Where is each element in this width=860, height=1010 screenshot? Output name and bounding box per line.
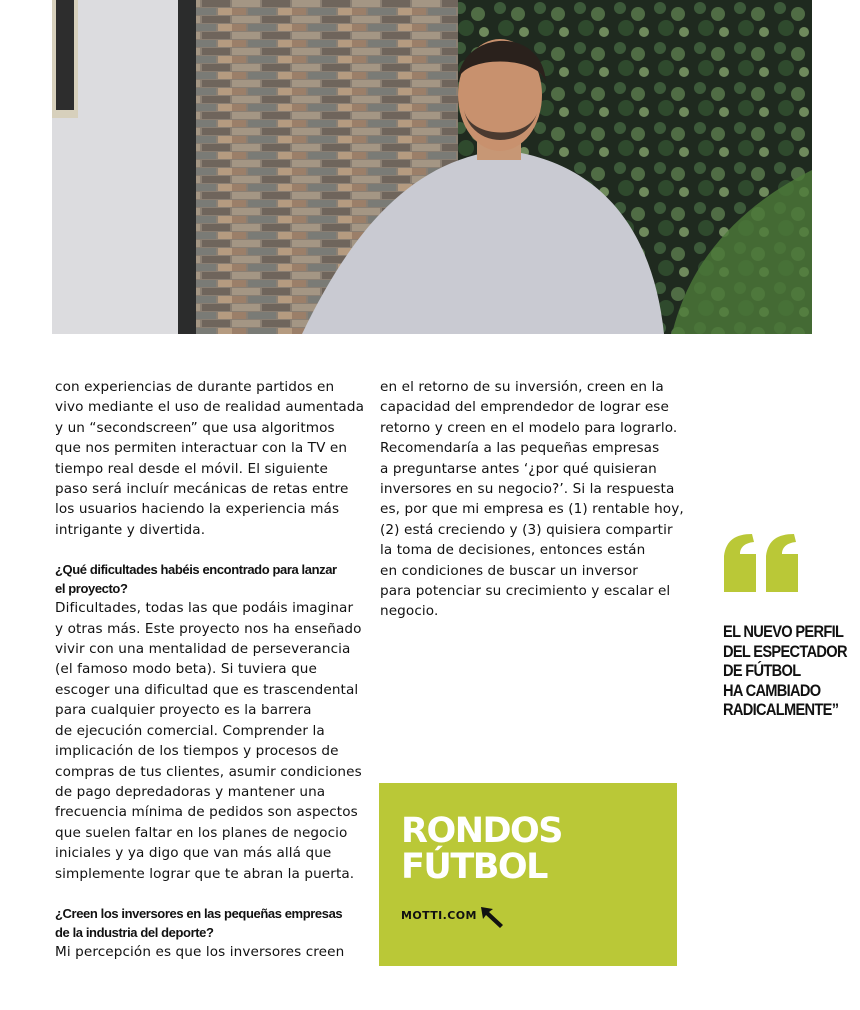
pull-quote-line: RADICALMENTE” [723, 700, 839, 719]
intro-paragraph [55, 377, 365, 540]
text-line: simplemente lograr que te abran la puerta. [55, 865, 355, 882]
ad-url-link[interactable]: MOTTI.COM [401, 909, 477, 922]
text-line: (el famoso modo beta). Si tuviera que [55, 661, 317, 678]
question-line: ¿Qué dificultades habéis encontrado para lanzar [55, 562, 337, 578]
text-line: implicación de los tiempos y procesos de [55, 743, 339, 760]
question-line: el proyecto? [55, 581, 128, 597]
pull-quote-line: EL NUEVO PERFIL [723, 622, 844, 641]
text-line: que nos permiten interactuar con la TV en [55, 440, 348, 457]
question-line: ¿Creen los inversores en las pequeñas empresas [55, 905, 343, 921]
portrait-photo [52, 0, 812, 334]
advertisement-box[interactable] [379, 783, 677, 966]
text-line: vivo mediante el uso de realidad aumentada [55, 399, 365, 416]
text-line: Dificultades, todas las que podáis imaginar [55, 600, 354, 617]
text-line: para potenciar su crecimiento y escalar el [380, 583, 671, 600]
text-line: la toma de decisiones, entonces están [380, 542, 646, 559]
question-line: de la industria del deporte? [55, 924, 214, 940]
text-line: Mi percepción es que los inversores creen [55, 943, 345, 960]
text-line: tiempo real desde el móvil. El siguiente [55, 460, 328, 477]
text-line: (2) está creciendo y (3) quisiera compartir [380, 521, 673, 538]
article-photo [52, 0, 812, 334]
text-line: intrigante y divertida. [55, 521, 206, 538]
text-line: frecuencia mínima de pedidos son aspectos [55, 804, 358, 821]
text-line: vivir con una mentalidad de perseverancia [55, 641, 351, 658]
answer-paragraph-2 [55, 942, 365, 962]
answer-paragraph-2-continued [380, 377, 690, 622]
text-line: en el retorno de su inversión, creen en la [380, 379, 664, 395]
article-column-1 [55, 377, 365, 962]
text-line: los usuarios haciendo la experiencia más [55, 501, 340, 518]
ad-title-line: FÚTBOL [401, 847, 547, 887]
article-column-2 [380, 377, 690, 622]
text-line: negocio. [380, 603, 439, 620]
text-line: en condiciones de buscar un inversor [380, 562, 638, 579]
pull-quote-line: DE FÚTBOL [723, 661, 801, 680]
interview-question-1 [55, 560, 365, 598]
text-line: iniciales y ya digo que van más allá que [55, 845, 332, 862]
text-line: con experiencias de durante partidos en [55, 379, 335, 395]
text-line: capacidad del emprendedor de lograr ese [380, 399, 669, 416]
ad-title [401, 813, 562, 885]
ad-title-line: RONDOS [401, 811, 563, 851]
text-line: que suelen faltar en los planes de negocio [55, 824, 348, 841]
text-line: y otras más. Este proyecto nos ha enseñado [55, 620, 362, 637]
pull-quote [723, 622, 847, 720]
text-line: a preguntarse antes ‘¿por qué quisieran [380, 460, 657, 477]
pull-quote-line: HA CAMBIADO [723, 680, 821, 700]
text-line: y un “secondscreen” que usa algoritmos [55, 419, 335, 436]
text-line: compras de tus clientes, asumir condiciones [55, 763, 362, 780]
pull-quote-line: DEL ESPECTADOR [723, 641, 847, 661]
text-line: de ejecución comercial. Comprender la [55, 722, 325, 739]
text-line: escoger una dificultad que es trascendental [55, 681, 359, 698]
text-line: Recomendaría a las pequeñas empresas [380, 440, 660, 457]
quote-mark-icon [722, 530, 802, 600]
text-line: es, por que mi empresa es (1) rentable hoy, [380, 501, 684, 518]
text-line: para cualquier proyecto es la barrera [55, 702, 312, 719]
cursor-arrow-icon [479, 905, 507, 929]
text-line: de pago depredadoras y mantener una [55, 783, 326, 800]
text-line: paso será incluír mecánicas de retas entre [55, 481, 349, 498]
interview-question-2 [55, 904, 365, 942]
answer-paragraph-1 [55, 598, 365, 884]
text-line: retorno y creen en el modelo para lograrlo. [380, 419, 678, 436]
text-line: inversores en su negocio?’. Si la respuesta [380, 481, 675, 498]
